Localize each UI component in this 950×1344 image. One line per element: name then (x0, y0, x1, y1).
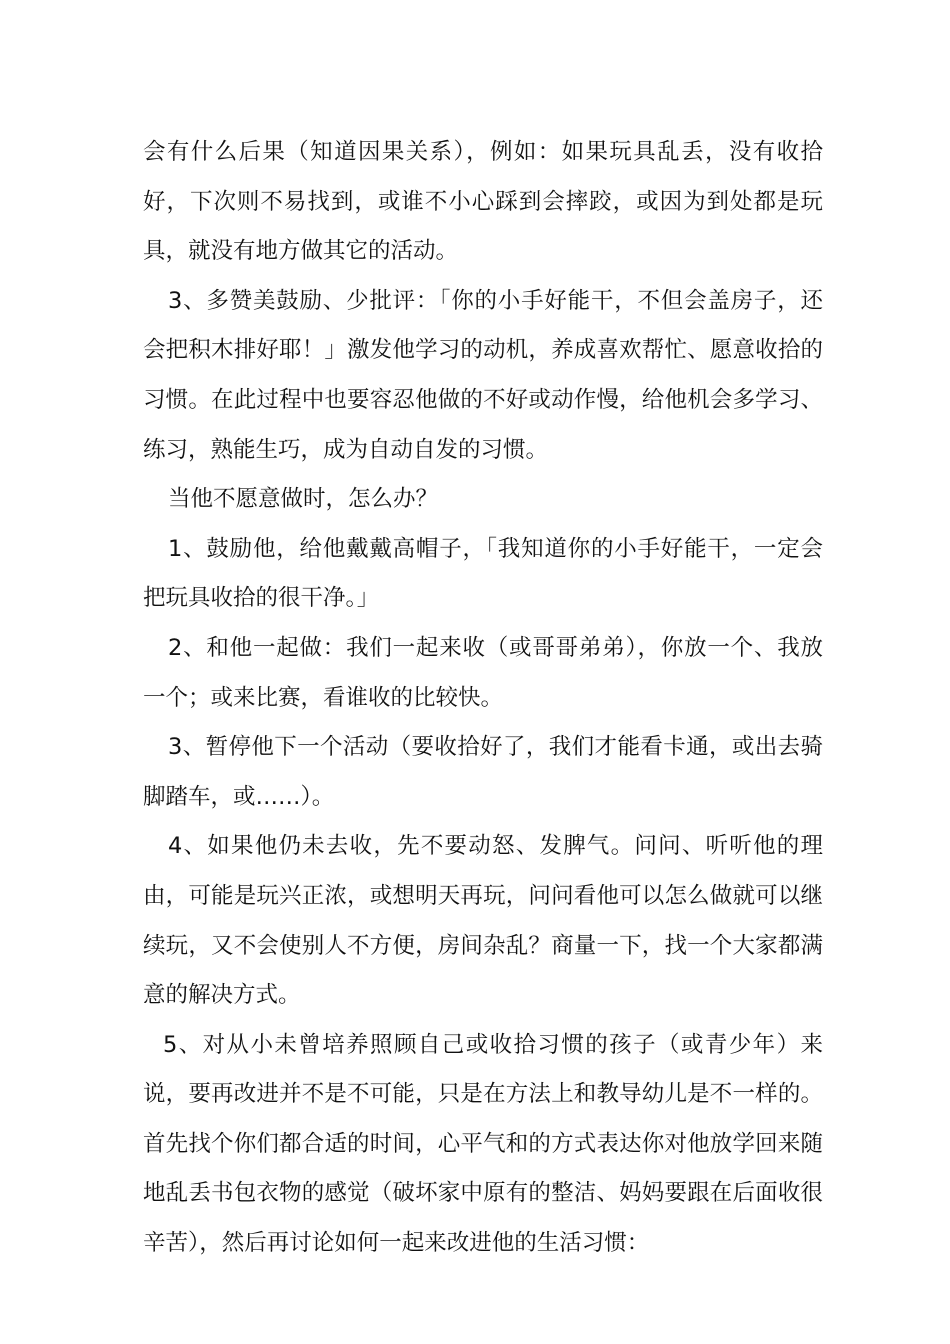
paragraph-praise-encourage: 3、多赞美鼓励、少批评：「你的小手好能干，不但会盖房子，还会把积木排好耶！」激发他学习的动机，养成喜欢帮忙、愿意收拾的习惯。在此过程中也要容忍他做的不好或动作慢，给他机会多学习、练习，熟能生巧，成为自动自发的习惯。 (143, 287, 823, 463)
paragraph-older-children: 5、对从小未曾培养照顾自己或收拾习惯的孩子（或青少年）来说，要再改进并不是不可能，只是在方法上和教导幼儿是不一样的。首先找个你们都合适的时间，心平气和的方式表达你对他放学回来随地乱丢书包衣物的感觉（破坏家中原有的整洁、妈妈要跟在后面收很辛苦），然后再讨论如何一起来改进他的生活习惯： (143, 1031, 823, 1257)
paragraph-encourage-him: 1、鼓励他，给他戴戴高帽子，「我知道你的小手好能干，一定会把玩具收拾的很干净。」 (143, 535, 823, 612)
paragraph-consequences: 会有什么后果（知道因果关系），例如：如果玩具乱丢，没有收拾好，下次则不易找到，或谁不小心踩到会摔跤，或因为到处都是玩具，就没有地方做其它的活动。 (143, 139, 823, 265)
paragraph-do-together: 2、和他一起做：我们一起来收（或哥哥弟弟），你放一个、我放一个；或来比赛，看谁收的比较快。 (143, 634, 823, 711)
document-body (143, 128, 823, 1269)
paragraph-dont-get-angry: 4、如果他仍未去收，先不要动怒、发脾气。问问、听听他的理由，可能是玩兴正浓，或想明天再玩，问问看他可以怎么做就可以继续玩，又不会使别人不方便，房间杂乱？商量一下，找一个大家都满意的解决方式。 (143, 833, 823, 1009)
paragraph-unwilling-heading: 当他不愿意做时，怎么办？ (168, 486, 439, 513)
paragraph-pause-activity: 3、暂停他下一个活动（要收拾好了，我们才能看卡通，或出去骑脚踏车，或……）。 (143, 734, 823, 810)
